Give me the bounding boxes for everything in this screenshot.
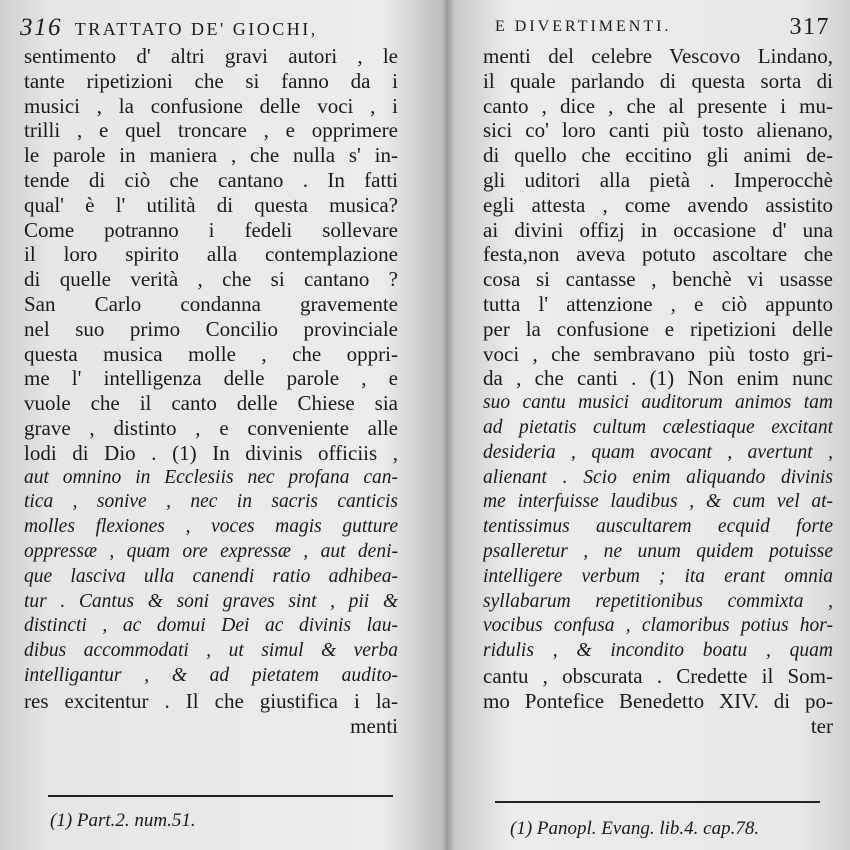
text-line: vuole che il canto delle Chiese sia (24, 391, 398, 416)
text-line: le parole in maniera , che nulla s' in- (24, 143, 398, 168)
text-line: sentimento d' altri gravi autori , le (24, 44, 398, 68)
text-line: il quale parlando di questa sorta di (483, 68, 833, 93)
text-line: di quelle verità , che si cantano ? (24, 267, 398, 292)
text-line: oppressæ , quam ore expressæ , aut deni- (24, 540, 398, 562)
text-line: San Carlo condanna gravemente (24, 291, 398, 316)
text-line: questa musica molle , che oppri- (24, 341, 398, 366)
body-text-left (24, 44, 398, 738)
text-line: alienant . Scio enim aliquando divinis (483, 466, 833, 488)
page-number-right: 317 (789, 14, 830, 40)
running-head-right (495, 14, 830, 40)
running-title-right: E DIVERTIMENTI. (495, 18, 672, 35)
text-line: molles flexiones , voces magis gutture (24, 516, 398, 538)
text-line: tur . Cantus & soni graves sint , pii & (24, 590, 398, 612)
text-line: menti (350, 713, 398, 738)
text-line: intelligantur , & ad pietatem audito- (24, 664, 398, 686)
text-line: ridulis , & incondito boatu , quam (483, 640, 833, 662)
text-line: desideria , quam avocant , avertunt , (483, 441, 833, 463)
footnote-rule-left (48, 795, 393, 797)
text-line: tentissimus auscultarem ecquid forte (483, 516, 833, 538)
text-line: festa,non aveva potuto ascoltare che (483, 242, 833, 267)
text-line: menti del celebre Vescovo Lindano, (483, 44, 833, 68)
text-line: que lasciva ulla canendi ratio adhibea- (24, 565, 398, 587)
text-line: egli attesta , come avendo assistito (483, 192, 833, 217)
text-line: per la confusione e ripetizioni delle (483, 316, 833, 341)
text-line: musici , la confusione delle voci , i (24, 93, 398, 118)
running-title-left: TRATTATO DE' GIOCHI, (74, 19, 318, 39)
text-line: suo cantu musici auditorum animos tam (483, 392, 833, 414)
text-line: grave , distinto , e conveniente alle (24, 415, 398, 440)
text-line: qual' è l' utilità di questa musica? (24, 192, 398, 217)
text-line: distincti , ac domui Dei ac divinis lau- (24, 615, 398, 637)
running-head-left (20, 14, 318, 40)
text-line: tutta l' attenzione , e ciò appunto (483, 291, 833, 316)
text-line: canto , dice , che al presente i mu- (483, 93, 833, 118)
right-page (455, 0, 850, 850)
text-line: tante ripetizioni che si fanno da i (24, 68, 398, 93)
text-line: Come potranno i fedeli sollevare (24, 217, 398, 242)
text-line: trilli , e quel troncare , e opprimere (24, 118, 398, 143)
text-line: cosa si cantasse , benchè vi usasse (483, 267, 833, 292)
text-line: ter (810, 713, 833, 738)
text-line: dibus accommodati , ut simul & verba (24, 640, 398, 662)
text-line: res excitentur . Il che giustifica i la- (24, 688, 398, 713)
text-line: lodi di Dio . (1) In divinis officiis , (24, 440, 398, 465)
text-line: voci , che sembravano più tosto gri- (483, 341, 833, 366)
text-line: il loro spirito alla contemplazione (24, 242, 398, 267)
text-line: di quello che eccitino gli animi de- (483, 143, 833, 168)
text-line: aut omnino in Ecclesiis nec profana can- (24, 466, 398, 488)
text-line: tende di ciò che cantano . In fatti (24, 167, 398, 192)
footnote-rule-right (495, 801, 820, 803)
text-line: me interfuisse laudibus , & cum vel at- (483, 491, 833, 513)
text-line: sici co' loro canti più tosto alienano, (483, 118, 833, 143)
text-line: ai divini offizj in occasione d' una (483, 217, 833, 242)
text-line: psalleretur , ne unum quidem potuisse (483, 540, 833, 562)
footnote-right: (1) Panopl. Evang. lib.4. cap.78. (510, 818, 760, 839)
footnote-left: (1) Part.2. num.51. (50, 810, 196, 831)
text-line: da , che canti . (1) Non enim nunc (483, 366, 833, 391)
text-line: vocibus confusa , clamoribus potius hor- (483, 615, 833, 637)
text-line: intelligere verbum ; ita erant omnia (483, 565, 833, 587)
text-line: nel suo primo Concilio provinciale (24, 316, 398, 341)
text-line: syllabarum repetitionibus commixta , (483, 590, 833, 612)
text-line: mo Pontefice Benedetto XIV. di po- (483, 688, 833, 713)
text-line: gli uditori alla pietà . Imperocchè (483, 167, 833, 192)
page-number-left: 316 (20, 14, 62, 41)
text-line: cantu , obscurata . Credette il Som- (483, 663, 833, 688)
body-text-right (483, 44, 833, 738)
text-line: me l' intelligenza delle parole , e (24, 366, 398, 391)
text-line: tica , sonive , nec in sacris canticis (24, 491, 398, 513)
text-line: ad pietatis cultum cælestiaque excitant (483, 416, 833, 438)
